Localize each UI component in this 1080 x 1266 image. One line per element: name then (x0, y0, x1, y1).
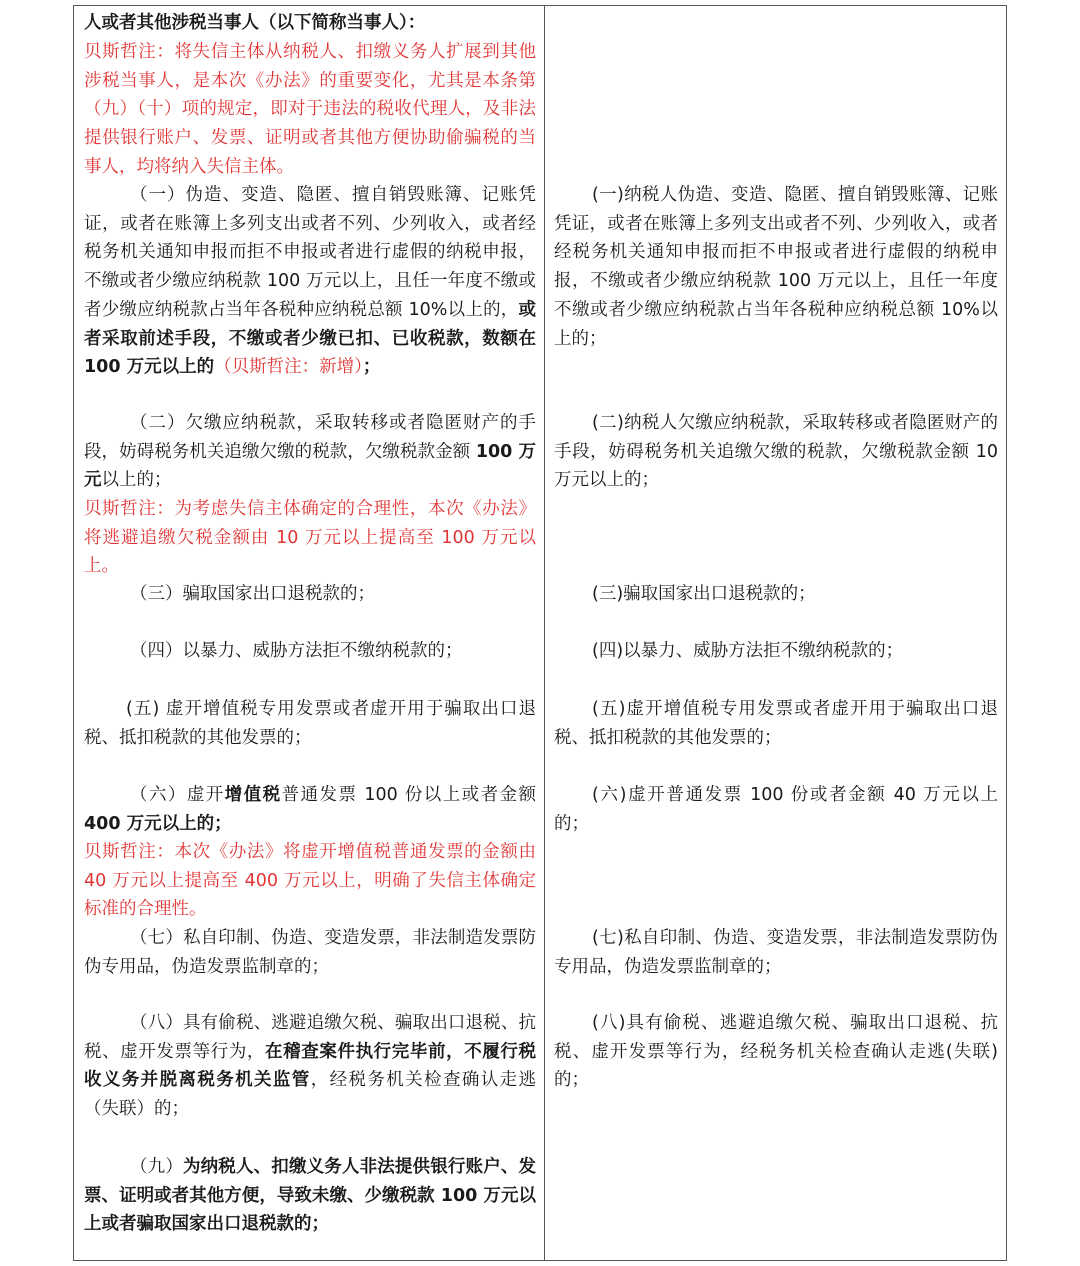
left-item-5: (五) 虚开增值税专用发票或者虚开用于骗取出口退税、抵扣税款的其他发票的； (84, 699, 536, 748)
intro-text: 人或者其他涉税当事人（以下简称当事人）： (84, 13, 426, 33)
left-item-9 (84, 1153, 536, 1239)
left-item-3: （三）骗取国家出口退税款的； (130, 584, 375, 604)
left-item-1 (84, 181, 536, 382)
right-item-8: (八)具有偷税、逃避追缴欠税、骗取出口退税、抗税、虚开发票等行为，经税务机关检查确认走逃(失联)的； (554, 1013, 998, 1091)
left-item-9-pre: （九） (130, 1157, 183, 1177)
left-item-7: （七）私自印制、伪造、变造发票，非法制造发票防伪专用品，伪造发票监制章的； (84, 928, 536, 977)
left-item-6 (84, 781, 536, 838)
right-item-6: (六)虚开普通发票 100 份或者金额 40 万元以上的； (554, 785, 998, 834)
right-item-4: (四)以暴力、威胁方法拒不缴纳税款的； (592, 641, 904, 661)
left-item-4: （四）以暴力、威胁方法拒不缴纳税款的； (130, 641, 463, 661)
left-item-1-bold: 或者采取前述手段，不缴或者少缴已扣、已收税款，数额在 100 万元以上的 (84, 299, 536, 378)
right-item-5: (五)虚开增值税专用发票或者虚开用于骗取出口退税、抵扣税款的其他发票的； (554, 699, 998, 748)
note-subject: 贝斯哲注：将失信主体从纳税人、扣缴义务人扩展到其他涉税当事人，是本次《办法》的重要变化，尤其是本条第（九）（十）项的规定，即对于违法的税收代理人，及非法提供银行账户、发票、证明或者其他方便协助偷骗税的当事人，均将纳入失信主体。 (84, 42, 536, 177)
left-item-6-bold2: 400 万元以上的； (84, 813, 232, 834)
left-item-8-pre: （八）具有偷税、逃避追缴欠税、骗取出口退税、抗税、虚开发票等行为， (84, 1013, 536, 1062)
right-item-1: (一)纳税人伪造、变造、隐匿、擅自销毁账簿、记账凭证，或者在账簿上多列支出或者不列、少列收入，或者经税务机关通知申报而拒不申报或者进行虚假的纳税申报，不缴或者少缴应纳税款 100 万元以上，且任一年度不缴或者少缴应纳税款占当年各税种应纳税总额 10%以上的； (554, 185, 998, 349)
right-item-7: (七)私自印制、伪造、变造发票，非法制造发票防伪专用品，伪造发票监制章的； (554, 928, 998, 977)
left-item-1-tag: （贝斯哲注：新增） (214, 357, 363, 378)
left-item-2 (84, 409, 536, 495)
column-divider (544, 5, 545, 1261)
left-item-9-bold: 为纳税人、扣缴义务人非法提供银行账户、发票、证明或者其他方便，导致未缴、少缴税款 100 万元以上或者骗取国家出口退税款的； (84, 1157, 537, 1235)
left-item-2-end: 以上的； (101, 470, 172, 491)
note-item-6: 贝斯哲注：本次《办法》将虚开增值税普通发票的金额由 40 万元以上提高至 400 万元以上，明确了失信主体确定标准的合理性。 (84, 842, 536, 920)
left-item-1-end: ； (362, 357, 381, 378)
right-item-3: (三)骗取国家出口退税款的； (592, 584, 816, 604)
note-item-2: 贝斯哲注：为考虑失信主体确定的合理性，本次《办法》将逃避追缴欠税金额由 10 万元以上提高至 100 万元以上。 (84, 499, 536, 577)
left-item-8-bold: 在稽查案件执行完毕前，不履行税收义务并脱离税务机关监管 (84, 1041, 537, 1091)
left-item-8 (84, 1009, 536, 1124)
left-item-8-end: ，经税务机关检查确认走逃（失联）的； (84, 1070, 537, 1120)
left-item-6-pre: （六）虚开 (130, 785, 225, 805)
left-item-2-text: （二）欠缴应纳税款，采取转移或者隐匿财产的手段，妨碍税务机关追缴欠缴的税款，欠缴税款金额 (84, 413, 536, 462)
left-item-1-text: （一）伪造、变造、隐匿、擅自销毁账簿、记账凭证，或者在账簿上多列支出或者不列、少列收入，或者经税务机关通知申报而拒不申报或者进行虚假的纳税申报，不缴或者少缴应纳税款 100 万元以上，且任一年度不缴或者少缴应纳税款占当年各税种应纳税总额 10%以上的， (84, 185, 536, 320)
left-item-6-bold1: 增值税 (224, 785, 282, 805)
left-item-6-mid: 普通发票 100 份以上或者金额 (281, 785, 537, 805)
left-item-2-bold: 100 万元 (84, 441, 537, 491)
right-item-2: (二)纳税人欠缴应纳税款，采取转移或者隐匿财产的手段，妨碍税务机关追缴欠缴的税款，欠缴税款金额 10 万元以上的； (554, 413, 998, 491)
